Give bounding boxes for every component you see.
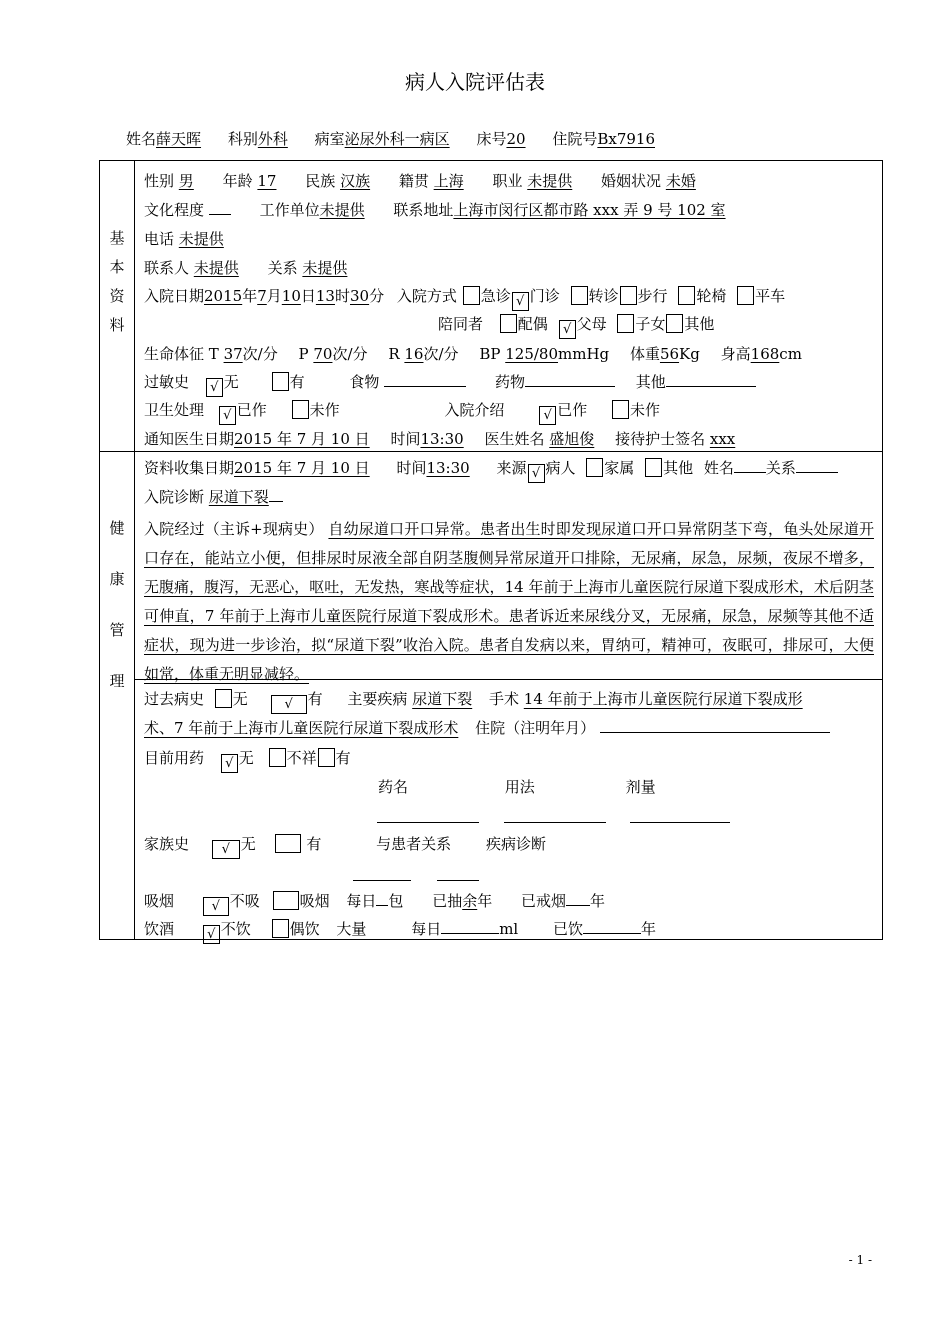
contact-row: 联系人 未提供 关系 未提供	[144, 259, 348, 277]
drug-name-blank	[377, 822, 479, 823]
admission-history: 入院经过（主诉+现病史） 自幼尿道口开口异常。患者出生时即发现尿道口开口异常阴茎下弯，龟头处尿道开口存在，能站立小便，但排尿时尿液全部自阴茎腹侧异常尿道开口排除，无尿痛，尿急，尿频，夜尿不增多，无腹痛，腹泻，无恶心，呕吐，无发热，寒战等症状，14 年前于上海市儿童医院行尿道下裂成形术，术后阴茎可伸直，7 年前于上海市儿童医院行尿道下裂成形术。患者诉近来尿线分叉，无尿痛，尿急，尿频等其他不适症状，现为进一步诊治，拟“尿道下裂”收治入院。患者自发病以来，胃纳可，精神可，夜眠可，排尿可，大便如常，体重无明显减轻。	[144, 520, 874, 683]
work-unit: 未提供	[319, 201, 365, 219]
surgery-history-2: 术、7 年前于上海市儿童医院行尿道下裂成形术	[144, 719, 459, 737]
collection-date: 2015 年 7 月 10 日	[234, 459, 370, 477]
admission-number: Bx7916	[597, 130, 655, 148]
patient-name: 薛天晖	[156, 130, 202, 148]
ethnicity: 汉族	[340, 172, 371, 190]
checkbox-source-other[interactable]	[645, 458, 662, 477]
medication-columns	[378, 777, 656, 797]
checkbox-outpatient[interactable]: √	[512, 292, 529, 311]
food-allergy-blank	[384, 372, 466, 387]
notify-row: 通知医生日期2015 年 7 月 10 日 时间13:30 医生姓名 盛旭俊 接待护士签名 xxx	[144, 430, 736, 448]
pulse: 70	[313, 345, 333, 363]
checkbox-intro-not[interactable]	[612, 400, 629, 419]
checkbox-family-none[interactable]: √	[212, 840, 240, 859]
usage-col: 用法	[504, 778, 535, 796]
checkbox-med-yes[interactable]	[318, 748, 335, 767]
contact-person: 未提供	[193, 259, 239, 277]
other-allergy-blank	[666, 372, 756, 387]
checkbox-family-yes[interactable]	[275, 834, 301, 853]
checkbox-children[interactable]	[617, 314, 634, 333]
department: 外科	[257, 130, 288, 148]
admission-diagnosis: 尿道下裂	[208, 488, 269, 506]
form-title: 病人入院评估表	[405, 70, 545, 94]
medication-row: 目前用药 √ 无 不祥 有	[144, 749, 351, 771]
admission-row: 入院日期2015年7月10日13时30分 入院方式 急诊 √ 门诊 转诊 步行 轮椅 平车	[144, 287, 786, 309]
checkbox-hygiene-done[interactable]: √	[219, 406, 236, 425]
drug-allergy-blank	[525, 372, 615, 387]
checkbox-hygiene-not[interactable]	[292, 400, 309, 419]
notify-time: 13:30	[420, 430, 464, 448]
bed-label: 床号	[476, 130, 507, 148]
contact-relation: 未提供	[302, 259, 348, 277]
family-history-row: 家族史 √ 无 有 与患者关系 疾病诊断	[144, 835, 546, 857]
companion-row: 陪同者 配偶 √ 父母 子女 其他	[438, 315, 715, 337]
native-place: 上海	[433, 172, 464, 190]
history-text: 自幼尿道口开口异常。患者出生时即发现尿道口开口异常阴茎下弯，龟头处尿道开口存在，能站立小便，但排尿时尿液全部自阴茎腹侧异常尿道开口排除，无尿痛，尿急，尿频，夜尿不增多，无腹痛，腹泻，无恶心，呕吐，无发热，寒战等症状，14 年前于上海市儿童医院行尿道下裂成形术，术后阴茎可伸直，7 年前于上海市儿童医院行尿道下裂成形术。患者诉近来尿线分叉，无尿痛，尿急，尿频等其他不适症状，现为进一步诊治，拟“尿道下裂”收治入院。患者自发病以来，胃纳可，精神可，夜眠可，排尿可，大便如常，体重无明显减轻。	[144, 520, 874, 683]
checkbox-transfer[interactable]	[571, 286, 588, 305]
family-diagnosis-blank	[437, 880, 479, 881]
drinking-row: 饮酒 √ 不饮 偶饮 大量 每日 ml 已饮 年	[144, 920, 657, 942]
past-history: 过去病史 无 √ 有 主要疾病 尿道下裂 手术 14 年前于上海市儿童医院行尿道下裂成形 术、7 年前于上海市儿童医院行尿道下裂成形术 住院（注明年月）	[144, 685, 874, 743]
surgery-history-1: 14 年前于上海市儿童医院行尿道下裂成形	[523, 690, 803, 708]
collection-time: 13:30	[426, 459, 470, 477]
blood-pressure: 125/80	[505, 345, 559, 363]
checkbox-med-none[interactable]: √	[221, 754, 238, 773]
checkbox-source-patient[interactable]: √	[528, 464, 545, 483]
education-row: 文化程度 工作单位未提供 联系地址上海市闵行区都市路 xxx 弄 9 号 102 室	[144, 201, 726, 219]
checkbox-walk[interactable]	[620, 286, 637, 305]
checkbox-stretcher[interactable]	[737, 286, 754, 305]
notify-date: 2015 年 7 月 10 日	[234, 430, 370, 448]
demographics-row: 性别 男 年龄 17 民族 汉族 籍贯 上海 职业 未提供 婚姻状况 未婚	[144, 172, 696, 190]
smoking-row: 吸烟 √ 不吸 吸烟 每日 包 已抽余年 已戒烟 年	[144, 892, 606, 914]
temperature: 37	[223, 345, 243, 363]
age: 17	[257, 172, 277, 190]
weight: 56	[659, 345, 680, 363]
basic-info-section-label: 基 本 资 料	[100, 161, 135, 451]
checkbox-wheelchair[interactable]	[678, 286, 695, 305]
bed-number: 20	[506, 130, 526, 148]
respiration: 16	[404, 345, 424, 363]
assessment-table	[99, 160, 883, 940]
checkbox-source-family[interactable]	[586, 458, 603, 477]
usage-blank	[504, 822, 606, 823]
checkbox-no-smoking[interactable]: √	[203, 897, 229, 916]
checkbox-past-yes[interactable]: √	[271, 695, 307, 714]
checkbox-allergy-none[interactable]: √	[206, 378, 223, 397]
phone: 未提供	[178, 230, 224, 248]
family-relation-blank	[353, 880, 411, 881]
smoked-years: 余	[462, 892, 478, 910]
dept-label: 科别	[227, 130, 258, 148]
address: 上海市闵行区都市路 xxx 弄 9 号 102 室	[453, 201, 726, 219]
page-number: - 1 -	[848, 1253, 872, 1267]
checkbox-smoking[interactable]	[273, 891, 299, 910]
checkbox-no-drinking[interactable]: √	[203, 925, 220, 944]
ward-label: 病室	[314, 130, 345, 148]
marital-status: 未婚	[665, 172, 696, 190]
hygiene-row: 卫生处理 √ 已作 未作 入院介绍 √ 已作 未作	[144, 401, 660, 423]
collection-row: 资料收集日期2015 年 7 月 10 日 时间13:30 来源 √ 病人 家属 其他 姓名 关系	[144, 458, 838, 483]
source-name-blank	[734, 458, 766, 473]
checkbox-parents[interactable]: √	[559, 320, 576, 339]
patient-header	[126, 128, 655, 149]
checkbox-spouse[interactable]	[500, 314, 517, 333]
education-blank	[209, 200, 231, 215]
hospitalization-blank	[600, 718, 830, 733]
section-divider	[100, 451, 882, 452]
occupation: 未提供	[527, 172, 573, 190]
checkbox-allergy-yes[interactable]	[272, 372, 289, 391]
diagnosis-row: 入院诊断 尿道下裂	[144, 487, 283, 507]
checkbox-occasional-drinking[interactable]	[272, 919, 289, 938]
name-label: 姓名	[126, 130, 157, 148]
health-management-section-label: 健 康 管 理	[100, 451, 135, 939]
vitals-row: 生命体征 T 37次/分 P 70次/分 R 16次/分 BP 125/80mmHg 体重56Kg 身高168cm	[144, 345, 802, 363]
checkbox-other-companion[interactable]	[666, 314, 683, 333]
checkbox-emergency[interactable]	[463, 286, 480, 305]
checkbox-med-unknown[interactable]	[269, 748, 286, 767]
main-disease: 尿道下裂	[412, 690, 473, 708]
height: 168	[750, 345, 780, 363]
phone-row: 电话 未提供	[144, 230, 224, 248]
source-relation-blank	[796, 458, 838, 473]
dosage-col: 剂量	[625, 778, 656, 796]
checkbox-intro-done[interactable]: √	[539, 406, 556, 425]
checkbox-past-none[interactable]	[215, 689, 232, 708]
nurse-signature: xxx	[709, 430, 736, 448]
dosage-blank	[630, 822, 730, 823]
doctor-name: 盛旭俊	[549, 430, 595, 448]
drug-name-col: 药名	[378, 778, 409, 796]
allergy-row: 过敏史 √ 无 有 食物 药物 其他	[144, 372, 756, 397]
gender: 男	[178, 172, 194, 190]
admission-number-label: 住院号	[552, 130, 598, 148]
ward: 泌尿外科一病区	[344, 130, 450, 148]
